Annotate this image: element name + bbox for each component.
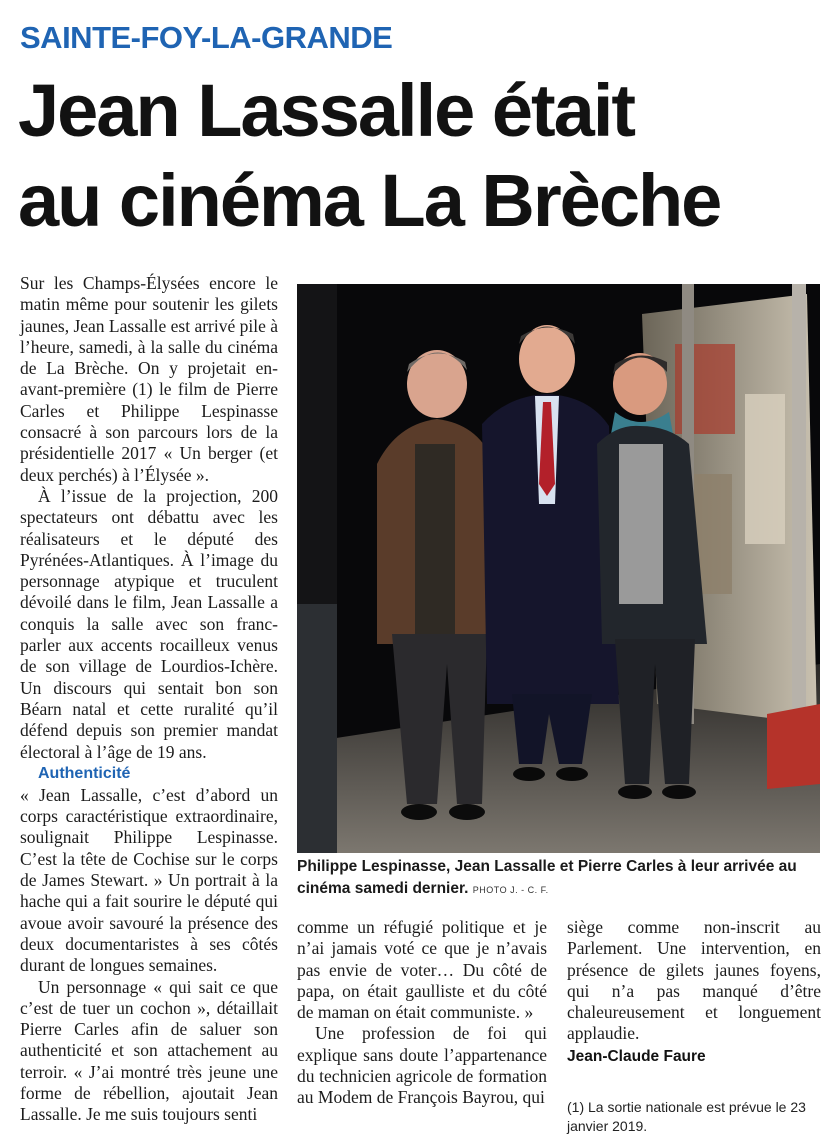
personnage-paragraph: Un personnage « qui sait ce que c’est de tuer un cochon », détaillait Pierre Carles afin de saluer son authenticité et son attachement au terroir. « J’ai montré très jeune une forme de rébellion, ajoutait Jean Lassalle. Je me suis toujours senti xyxy=(20,976,278,1125)
headline xyxy=(18,66,818,246)
intro-paragraph-2: À l’issue de la projection, 200 spectateurs ont débattu avec les réalisateurs et le député des Pyrénées-Atlantiques. À l’image du personnage atypique et truculent dévoilé dans le film, Jean Lassalle a conquis la salle avec son franc-parler aux accents rocailleux venus de son village de Lourdios-Ichère. Un discours qui sentait bon son Béarn natal et cette ruralité qu’il défend depuis son premier mandat électoral à l’âge de 19 ans. xyxy=(20,485,278,762)
caption-text: Philippe Lespinasse, Jean Lassalle et Pierre Carles à leur arrivée au cinéma samedi dernier. xyxy=(297,858,797,897)
subhead-authenticite: Authenticité xyxy=(38,764,131,782)
photo-credit: PHOTO J. - C. F. xyxy=(472,885,549,895)
profession-paragraph: Une profession de foi qui explique sans doute l’appartenance du technicien agricole de formation au Modem de François Bayrou, qui xyxy=(297,1023,547,1108)
refugie-paragraph: comme un réfugié politique et je n’ai jamais voté ce que je n’avais pas envie de voter… Du côté de papa, on était gaulliste et du côté de maman on était communiste. » xyxy=(297,917,547,1023)
section-kicker: SAINTE-FOY-LA-GRANDE xyxy=(20,20,393,55)
footnote: (1) La sortie nationale est prévue le 23 janvier 2019. xyxy=(567,1098,806,1134)
author-signature: Jean-Claude Faure xyxy=(567,1047,706,1065)
intro-paragraph-1: Sur les Champs-Élysées encore le matin même pour soutenir les gilets jaunes, Jean Lassalle est arrivé pile à l’heure, samedi, à la salle du cinéma de La Brèche. On y projetait en-avant-première (1) le film de Pierre Carles et Philippe Lespinasse consacré à son parcours lors de la présidentielle 2017 « Un berger (et deux perchés) à l’Élysée ». xyxy=(20,273,279,485)
quote-paragraph: « Jean Lassalle, c’est d’abord un corps caractéristique extraordinaire, soulignait Philippe Lespinasse. C’est la tête de Cochise sur le corps de James Stewart. » Un portrait à la hache qui a fait sourire le député qui avoue avoir savouré la présence des deux documentaristes à ses côtés durant de longues semaines. xyxy=(20,784,278,976)
article-photo xyxy=(297,284,820,853)
photo-caption xyxy=(297,856,827,901)
column-3 xyxy=(567,917,821,1136)
column-2 xyxy=(297,917,547,1109)
headline-line-1: Jean Lassalle était xyxy=(18,69,635,152)
column-1 xyxy=(20,273,278,1126)
parlement-paragraph: siège comme non-inscrit au Parlement. Une intervention, en présence de gilets jaunes foyens, qui n’a pas manqué d’être chaleureusement et longuement applaudie. xyxy=(567,917,821,1044)
headline-line-2: au cinéma La Brèche xyxy=(18,159,721,242)
photo-illustration xyxy=(297,284,820,853)
